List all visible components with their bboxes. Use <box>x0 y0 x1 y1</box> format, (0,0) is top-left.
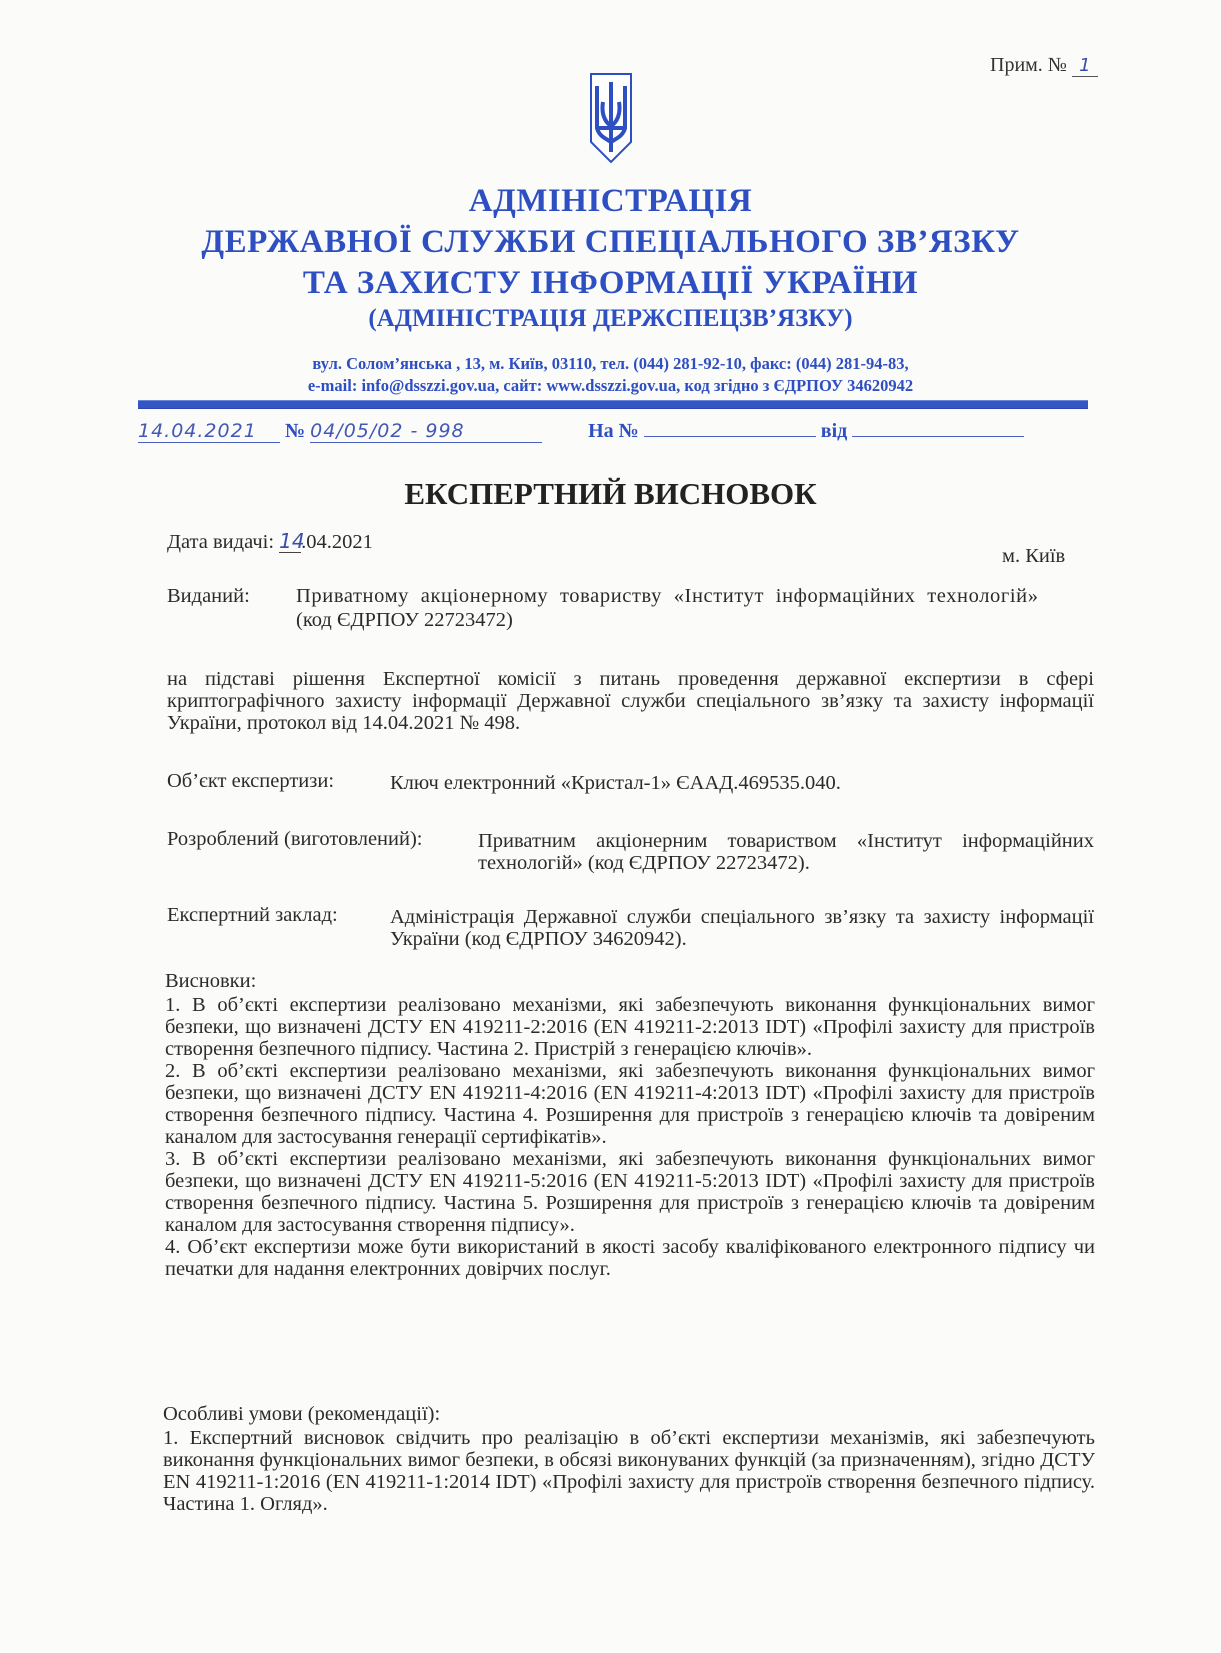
basis-paragraph: на підставі рішення Експертної комісії з питань проведення державної експертизи в сфері криптографічного захисту інформації Державної служби спеціального зв’язку та захисту інформації України, протокол від 14.04.2021 № 498. <box>167 668 1094 734</box>
annex-number <box>990 54 1098 77</box>
developer-label: Розроблений (виготовлений): <box>167 828 423 850</box>
city: м. Київ <box>1002 545 1066 567</box>
registration-number: 04/05/02 - 998 <box>310 420 542 443</box>
conclusion-item: 1. В об’єкті експертизи реалізовано механізми, які забезпечують виконання функціональних вимог безпеки, що визначені ДСТУ EN 419211-2:2016 (EN 419211-2:2013 IDT) «Профілі захисту для пристроїв створення безпечного підпису. Частина 2. Пристрій з генерацією ключів». <box>165 994 1095 1060</box>
developer-value: Приватним акціонерним товариством «Інститут інформаційних технологій» (код ЄДРПОУ 22723472). <box>478 830 1094 874</box>
conclusion-item: 2. В об’єкті експертизи реалізовано механізми, які забезпечують виконання функціональних вимог безпеки, що визначені ДСТУ EN 419211-4:2016 (EN 419211-4:2013 IDT) «Профілі захисту для пристроїв створення безпечного підпису. Частина 4. Розширення для пристроїв з генерацією ключів та довіреним каналом для застосування генерації сертифікатів». <box>165 1060 1095 1148</box>
document-title: ЕКСПЕРТНИЙ ВИСНОВОК <box>404 476 817 511</box>
issue-date-rest: .04.2021 <box>301 531 373 553</box>
annex-number-handwritten: 1 <box>1072 55 1098 77</box>
special-conditions-list <box>163 1427 1095 1515</box>
issued-to-label: Виданий: <box>167 585 250 607</box>
issue-date <box>167 530 373 553</box>
conclusions-list <box>165 994 1095 1280</box>
conclusion-item: 4. Об’єкт експертизи може бути використаний в якості засобу кваліфікованого електронного підпису чи печатки для надання електронних довірчих послуг. <box>165 1236 1095 1280</box>
institution-value: Адміністрація Державної служби спеціального зв’язку та захисту інформації України (код ЄДРПОУ 34620942). <box>390 906 1094 950</box>
registration-line <box>138 420 1088 454</box>
org-address: вул. Солом’янська , 13, м. Київ, 03110, тел. (044) 281-92-10, факс: (044) 281-94-83, <box>312 354 909 373</box>
institution-label: Експертний заклад: <box>167 904 338 926</box>
issue-date-label: Дата видачі: <box>167 531 275 553</box>
reply-number-field <box>644 436 816 437</box>
org-title-abbr: (АДМІНІСТРАЦІЯ ДЕРЖСПЕЦЗВ’ЯЗКУ) <box>368 305 853 332</box>
registration-date: 14.04.2021 <box>138 420 280 443</box>
issued-to-line-1: Приватному акціонерному товариству «Інститут інформаційних технологій» <box>296 585 1039 607</box>
conclusions-label: Висновки: <box>165 970 257 992</box>
special-condition-item: 1. Експертний висновок свідчить про реалізацію в об’єкті експертизи механізмів, які забезпечують виконання функціональних вимог безпеки, в обсязі виконуваних функцій (за призначенням), згідно ДСТУ EN 419211-1:2016 (EN 419211-1:2014 IDT) «Профілі захисту для пристроїв створення безпечного підпису. Частина 1. Огляд». <box>163 1427 1095 1515</box>
registration-number-label: № <box>285 420 306 442</box>
issue-day-handwritten: 14 <box>279 529 305 553</box>
special-conditions-label: Особливі умови (рекомендації): <box>163 1403 441 1425</box>
issued-to-line-2: (код ЄДРПОУ 22723472) <box>296 609 513 631</box>
object-value: Ключ електронний «Кристал-1» ЄААД.469535.040. <box>390 772 841 794</box>
org-title-line-1: АДМІНІСТРАЦІЯ <box>468 183 753 219</box>
reply-from-label: від <box>820 420 848 442</box>
ukraine-coat-of-arms-icon <box>589 72 633 164</box>
header-divider <box>138 400 1088 409</box>
reply-number-label: На № <box>588 420 639 442</box>
org-contacts: e-mail: info@dsszzi.gov.ua, сайт: www.dsszzi.gov.ua, код згідно з ЄДРПОУ 34620942 <box>307 376 914 395</box>
org-title-line-2: ДЕРЖАВНОЇ СЛУЖБИ СПЕЦІАЛЬНОГО ЗВ’ЯЗКУ <box>201 224 1020 260</box>
object-label: Об’єкт експертизи: <box>167 770 335 792</box>
annex-label: Прим. № <box>990 54 1067 76</box>
conclusion-item: 3. В об’єкті експертизи реалізовано механізми, які забезпечують виконання функціональних вимог безпеки, що визначені ДСТУ EN 419211-5:2016 (EN 419211-5:2013 IDT) «Профілі захисту для пристроїв створення безпечного підпису. Частина 5. Розширення для пристроїв з генерацією ключів та довіреним каналом для застосування створення підпису». <box>165 1148 1095 1236</box>
reply-from-field <box>852 436 1024 437</box>
org-title-line-3: ТА ЗАХИСТУ ІНФОРМАЦІЇ УКРАЇНИ <box>302 265 919 301</box>
